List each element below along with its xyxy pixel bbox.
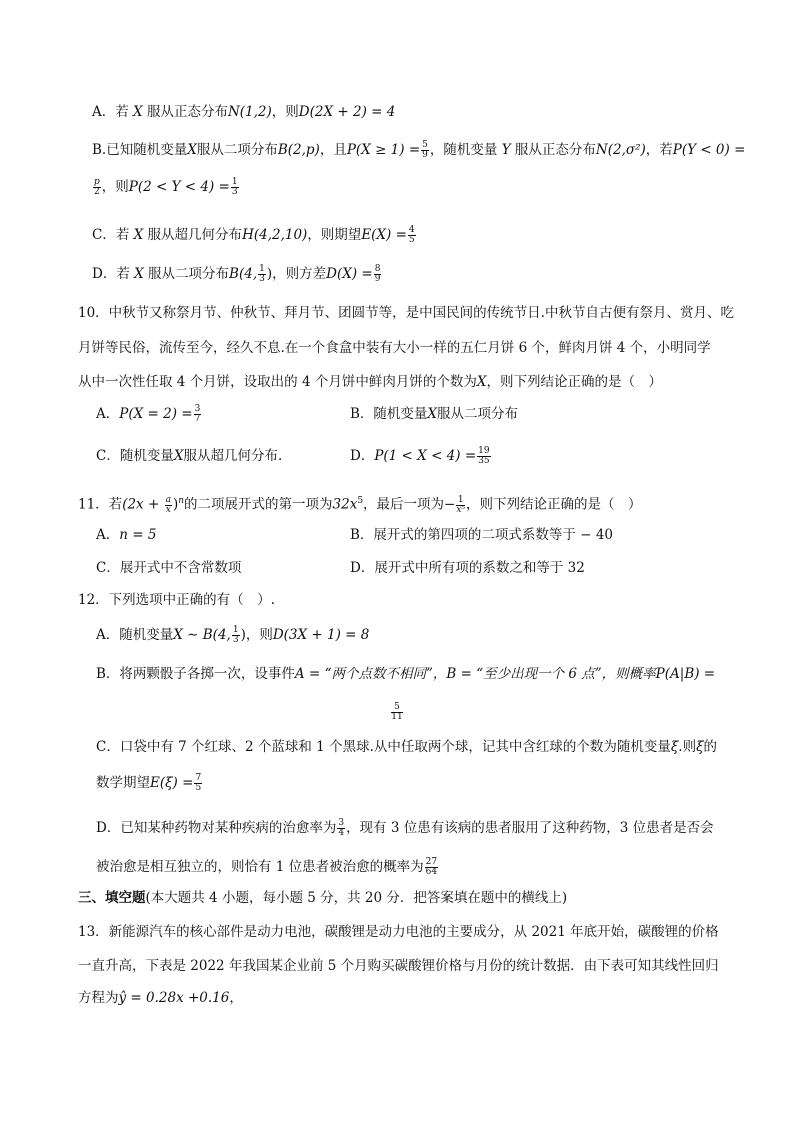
fraction: $\frac{1}{3}$ xyxy=(259,264,265,284)
fraction: $\frac{p}{2}$ xyxy=(94,177,100,197)
fraction: $\frac{a}{x}$ xyxy=(165,494,171,515)
fraction: $\frac{3}{7}$ xyxy=(194,404,201,424)
q9-option-b-line2: $\frac{p}{2}$ ，则P(2 < Y < 4) = $\frac{1}{3}$ xyxy=(94,177,238,197)
q13-stem-line2: 一直升高，下表是 2022 年我国某企业前 5 个月购买碳酸锂价格与月份的统计数据．由下表可知其线性回归 xyxy=(78,958,719,974)
fraction: $\frac{1}{3}$ xyxy=(231,177,238,197)
q10-option-a: A．P(X = 2) = $\frac{3}{7}$ xyxy=(96,404,201,424)
q11-stem: 11．若(2x + $\frac{a}{x}$ )$^n$的二项展开式的第一项为$32x^5$，最后一项为− $\frac{1}{\text{x⁵}}$ ，则下列结论正确的是（ ） xyxy=(78,494,642,515)
fraction: $\frac{3}{4}$ xyxy=(338,818,345,838)
q12-option-a: A．随机变量X ∼ B(4, $\frac{1}{3}$ )，则D(3X + 1) = 8 xyxy=(96,625,370,645)
fraction: $\frac{27}{64}$ xyxy=(425,857,438,877)
q9-option-a: A．若 X 服从正态分布N(1,2)，则D(2X + 2) = 4 xyxy=(92,104,396,120)
q9-option-c: C．若 X 服从超几何分布H(4,2,10)，则期望E(X) = $\frac{4}{5}$ xyxy=(92,225,415,245)
fraction: $\frac{5}{9}$ xyxy=(422,140,428,160)
q12-option-c-line2: 数学期望E(ξ) = $\frac{7}{5}$ xyxy=(96,773,202,793)
fraction: $\frac{7}{5}$ xyxy=(195,773,202,793)
q12-option-d-line1: D．已知某种药物对某种疾病的治愈率为 $\frac{3}{4}$ ，现有 3 位患有该病的患者服用了这种药物，3 位患者是否会 xyxy=(96,818,714,838)
q12-option-c-line1: C．口袋中有 7 个红球、2 个蓝球和 1 个黑球.从中任取两个球，记其中含红球的个数为随机变量ξ.则ξ的 xyxy=(96,739,718,755)
q11-option-c: C．展开式中不含常数项 xyxy=(96,560,242,576)
q10-stem-line1: 10．中秋节又称祭月节、仲秋节、拜月节、团圆节等，是中国民间的传统节日.中秋节自古便有祭月、赏月、吃 xyxy=(78,305,734,321)
q10-option-b: B．随机变量X服从二项分布 xyxy=(350,406,519,422)
q10-option-d: D．P(1 < X < 4) = $\frac{19}{35}$ xyxy=(350,446,490,466)
section-3-heading: 三、填空题(本大题共 4 小题，每小题 5 分，共 20 分．把答案填在题中的横线上) xyxy=(78,890,568,906)
q9-option-d: D．若 X 服从二项分布B(4, $\frac{1}{3}$ )，则方差D(X) = $\frac{8}{9}$ xyxy=(92,264,381,284)
q9-option-b-line1: B.已知随机变量X服从二项分布B(2,p)，且P(X ≥ 1) = $\frac{5}{9}$ ，随机变量 Y 服从正态分布N(2,σ²)，若P(Y < 0) = xyxy=(92,140,746,160)
fraction: $\frac{4}{5}$ xyxy=(408,225,415,245)
q11-option-d: D．展开式中所有项的系数之和等于 32 xyxy=(350,560,585,576)
q11-option-b: B．展开式的第四项的二项式系数等于 − 40 xyxy=(350,527,613,543)
q11-option-a: A．n = 5 xyxy=(96,527,157,543)
fraction: $\frac{8}{9}$ xyxy=(374,264,381,284)
q10-option-c: C．随机变量X服从超几何分布. xyxy=(96,448,283,464)
q12-b-fraction: $\frac{5}{11}$ xyxy=(391,702,403,722)
fraction: $\frac{19}{35}$ xyxy=(478,446,490,466)
fraction: $\frac{1}{\text{x⁵}}$ xyxy=(456,494,466,515)
q12-option-d-line2: 被治愈是相互独立的，则恰有 1 位患者被治愈的概率为 $\frac{27}{64}$ xyxy=(96,857,438,877)
fraction: $\frac{1}{3}$ xyxy=(232,625,239,645)
q10-stem-line2: 月饼等民俗，流传至今，经久不息.在一个食盒中装有大小一样的五仁月饼 6 个，鲜肉月饼 4 个，小明同学 xyxy=(78,340,711,356)
q12-stem: 12．下列选项中正确的有（ ）. xyxy=(78,592,275,608)
q13-stem-line3: 方程为ŷ = 0.28x +0.16， xyxy=(78,990,243,1006)
q12-option-b: B．将两颗骰子各掷一次，设事件A = “两个点数不相同”，B = “至少出现一个 6 点”，则概率P(A|B) = xyxy=(96,666,716,682)
q10-stem-line3: 从中一次性任取 4 个月饼，设取出的 4 个月饼中鲜肉月饼的个数为X，则下列结论正确的是（ ） xyxy=(78,374,662,390)
q13-stem-line1: 13．新能源汽车的核心部件是动力电池，碳酸锂是动力电池的主要成分，从 2021 年底开始，碳酸锂的价格 xyxy=(78,924,719,940)
